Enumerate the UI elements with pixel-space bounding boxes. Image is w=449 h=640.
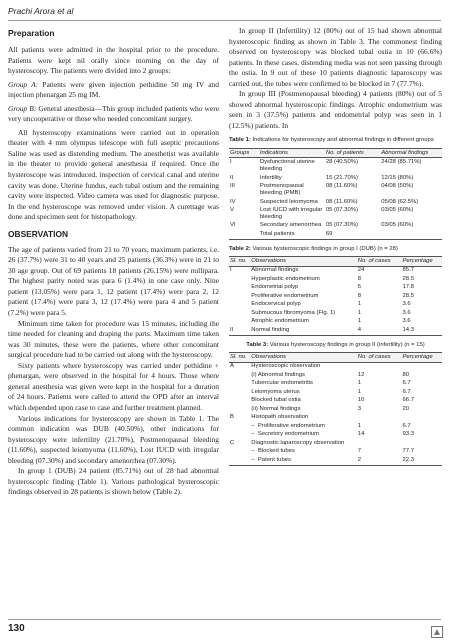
- table-cell: 28 (40.50%): [325, 159, 358, 166]
- table-cell: B: [230, 414, 234, 421]
- table-cell: Blocked tubal ostia: [251, 397, 301, 404]
- table-cell: Secondary amenorrhea: [259, 222, 322, 229]
- table-row: [229, 309, 442, 318]
- table-cell: 3.6: [402, 318, 411, 325]
- table3-header-cell: Percentage: [402, 353, 442, 362]
- table-cell: III: [230, 183, 235, 190]
- table1-header-cell: Indications: [259, 149, 325, 158]
- table-cell: 66.7: [402, 397, 414, 404]
- table-cell: Endocervical polyp: [251, 301, 301, 308]
- table-cell: [357, 414, 402, 423]
- table-row: [229, 397, 442, 406]
- table-cell: [229, 275, 250, 284]
- table-cell: 05 (07.30%): [325, 207, 358, 214]
- table-cell: 24: [357, 267, 365, 274]
- table-cell: [402, 414, 442, 423]
- table-cell: II: [229, 326, 250, 335]
- table3-header-row: [229, 353, 442, 362]
- footer-divider: [8, 619, 441, 620]
- table-cell: 1: [357, 380, 362, 387]
- table-cell: 03/05 (60%): [381, 222, 414, 229]
- group-a-label: Group A:: [8, 79, 39, 89]
- table-cell: 28.5: [402, 275, 414, 282]
- table-cell: [229, 292, 250, 301]
- table-row: [229, 198, 442, 207]
- group-b-paragraph: [8, 104, 219, 125]
- table3-caption-label: Table 3:: [246, 341, 269, 348]
- table-cell: – Blocked tubes: [250, 448, 357, 457]
- table-cell: 17.8: [402, 284, 414, 291]
- table-cell: [229, 301, 250, 310]
- table3-header-cell: No. of cases: [357, 353, 402, 362]
- observation-paragraph-4: Various indications for hysteroscopy are shown in Table 1. The common indication was DUB (40.50%), other indications for hysteroscopy were infertility (21.70%), Postmenopausal bleeding (11.60%), suspected leiomyoma (11.60%), Lost IUCD with irregular bleeding (07.30%) and secondary amenorrhea (07.30%).: [8, 413, 219, 465]
- table-cell: Hyperplastic endometrium: [251, 275, 320, 282]
- table-cell: 12: [357, 371, 365, 378]
- table3-header-cell: Observations: [250, 353, 357, 362]
- table-cell: Total patients: [259, 230, 325, 239]
- group-a-text: Patients were given injection pethidine 50 mg IV and injection phenargan 25 mg IM.: [8, 79, 219, 100]
- table-row: [229, 158, 442, 174]
- table-cell: Atrophic endometrium: [251, 318, 309, 325]
- table1-header-row: [229, 149, 442, 158]
- table-cell: [229, 405, 250, 414]
- table-row: [229, 182, 442, 197]
- table-cell: 6.7: [402, 388, 411, 395]
- observation-paragraph-2: Minimum time taken for procedure was 15 minutes, including the time needed for cleaning and draping the parts. Maximum time taken was 30 minutes, these were the patients, where other concomitant surgical procedure had to be carried out along with the hysteroscopy.: [8, 318, 219, 360]
- table-cell: [402, 439, 442, 448]
- group-b-text: General anesthesia—This group included patients who were very uncooperative or those who needed concomitant surgery.: [8, 103, 219, 124]
- table-cell: Dysfunctional uterine bleeding: [259, 159, 315, 173]
- table-row: [229, 222, 442, 231]
- table-cell: 12/15 (80%): [381, 174, 414, 181]
- table2-header-cell: Percentage: [402, 257, 442, 266]
- table3-header-cell: Sl. no.: [229, 353, 250, 362]
- table-cell: 6.7: [402, 380, 411, 387]
- table-cell: 6.7: [402, 422, 411, 429]
- table-cell: 14: [357, 431, 365, 438]
- table-cell: 04/08 (50%): [381, 183, 414, 190]
- table-row: [229, 284, 442, 293]
- table-cell: [229, 371, 250, 380]
- table-cell: I: [230, 159, 232, 166]
- left-column: [8, 26, 219, 498]
- table-cell: 5: [357, 284, 362, 291]
- table-cell: (i) Abnormal findings: [251, 371, 305, 378]
- table2-header-cell: Observations: [250, 257, 357, 266]
- table-cell: [229, 431, 250, 440]
- table-cell: 3: [357, 405, 362, 412]
- table-cell: [229, 230, 259, 239]
- table-cell: Endometrial polyp: [251, 284, 299, 291]
- table-cell: A: [230, 363, 234, 370]
- right-column: [229, 26, 442, 466]
- table-cell: 8: [357, 292, 362, 299]
- table-cell: 3.6: [402, 301, 411, 308]
- table-cell: Submucous fibromyoma (Fig. 1): [251, 309, 336, 316]
- table-cell: 20: [402, 405, 410, 412]
- table-cell: 8: [357, 275, 362, 282]
- table1: [229, 148, 442, 240]
- table2: [229, 256, 442, 335]
- table-cell: – Proliferative endometrium: [250, 422, 357, 431]
- table1-caption-text: Indications for hysteroscopy and abnormal findings in different groups: [250, 137, 434, 144]
- observation-heading: OBSERVATION: [8, 228, 69, 239]
- table-row: [229, 414, 442, 423]
- preparation-paragraph-1: All patients were admitted in the hospital prior to the procedure. Patients were kept nil orally since morning on the day of hysteroscopy. The patients were divided into 2 groups:: [8, 45, 219, 76]
- table-cell: [229, 309, 250, 318]
- publisher-logo-icon: [431, 626, 443, 638]
- observation-paragraph-5: In group 1 (DUB) 24 patient (85.71%) out of 28 had abnormal hysteroscopic finding (Table 1). Various pathological hysteroscopic findings observed in 28 patients is shown below (Table 2).: [8, 466, 219, 497]
- table-row: [229, 275, 442, 284]
- table-row: [229, 206, 442, 221]
- table-row: [229, 301, 442, 310]
- table-cell: [229, 422, 250, 431]
- table2-caption-label: Table 2:: [229, 245, 251, 252]
- table-cell: 10: [357, 397, 365, 404]
- table-cell: [229, 284, 250, 293]
- table-cell: [229, 380, 250, 389]
- table2-header-cell: Sl. no.: [229, 257, 250, 266]
- table-cell: [229, 397, 250, 406]
- table-cell: Diagnostic laparoscopy observation: [251, 439, 345, 446]
- table2-header-cell: No. of cases: [357, 257, 402, 266]
- table-cell: II: [230, 174, 234, 181]
- table-cell: (ii) Normal findings: [251, 405, 301, 412]
- table-cell: IV: [230, 198, 236, 205]
- table1-header-cell: No. of patients: [325, 149, 380, 158]
- table-cell: Suspected leiomyoma: [259, 198, 318, 205]
- table-cell: 2: [357, 456, 402, 465]
- table-cell: 05 (07.30%): [325, 222, 358, 229]
- table-row: [229, 371, 442, 380]
- right-paragraph-1: In group II (Infertility) 12 (80%) out of 15 had shown abnormal hysteroscopic finding as shown in Table 3. The commonest finding observed on hysteroscopy was blocked tubal ostia in 10 (66.6%) patients. In these cases, distending media was not seen passing through the ostia. In 9 out of these 10 patients diagnostic laparoscopy was carried out, the tubes were confirmed to be blocked in 7 (77.7%).: [229, 26, 442, 88]
- table1-caption: [229, 137, 442, 145]
- table-cell: 08 (11.60%): [325, 183, 358, 190]
- running-header: Prachi Arora et al: [8, 6, 74, 16]
- table-cell: 80: [402, 371, 410, 378]
- table3-caption-text: Various hysteroscopy findings in group II (infertility) (n = 15): [268, 341, 425, 348]
- table-cell: [229, 388, 250, 397]
- table-cell: 4: [357, 326, 402, 335]
- table-cell: 08 (11.60%): [325, 198, 358, 205]
- table-cell: 77.7: [402, 448, 414, 455]
- preparation-paragraph-2: All hysteroscopy examinations were carried out in operation theater with 4 mm olympus telescope with full aseptic precautions Saline was used as distending medium. The anesthetist was available in the theater to provide general anesthesia if required. Once the hysteroscope was introduced, inspection of cervical canal and uterine cavity was done. Uterine fundus, each tubal ostium and the remaining cavity were inspected. Video camera was used for diagnostic purpose. In the end hysteroscope was removed under vision. A curettage was done and specimen sent for histopathology.: [8, 127, 219, 222]
- table-row: [229, 448, 442, 457]
- table-cell: 93.3: [402, 431, 414, 438]
- table3: [229, 352, 442, 465]
- table-cell: 24/28 (85.71%): [381, 159, 422, 166]
- right-paragraph-2: In group III (Postmenopausal bleeding) 4 patients (80%) out of 5 showed abnormal hysteroscopic findings. Atrophic endometrium was seen in 3 (37.5%) patients and endometrial polyp was seen in 1 (12.5%) patients. In: [229, 89, 442, 130]
- table-cell: 69: [325, 230, 380, 239]
- table-row: [229, 326, 442, 335]
- table-row: [229, 230, 442, 239]
- table-cell: 1: [357, 422, 362, 429]
- table-row: [229, 439, 442, 448]
- table-cell: Abnormal findings: [251, 267, 299, 274]
- table-cell: [229, 318, 250, 327]
- table-row: [229, 292, 442, 301]
- table-cell: 1: [357, 318, 362, 325]
- table-cell: 05/08 (62.5%): [381, 198, 419, 205]
- header-divider: [8, 20, 441, 21]
- table-cell: 3.6: [402, 309, 411, 316]
- table-row: [229, 174, 442, 183]
- group-a-paragraph: [8, 80, 219, 101]
- table-cell: 22.3: [402, 456, 442, 465]
- table2-caption: [229, 246, 442, 254]
- table-cell: [357, 439, 402, 448]
- table-row: [229, 388, 442, 397]
- table-cell: Lost IUCD with irregular bleeding: [259, 207, 323, 220]
- table-cell: 03/05 (60%): [381, 207, 414, 214]
- table-cell: I: [230, 267, 232, 274]
- table-cell: 15 (21.70%): [325, 174, 358, 181]
- page-number: 130: [8, 623, 25, 634]
- table2-caption-text: Various hysteroscopic findings in group I (DUB) (n = 28): [250, 245, 398, 252]
- table-cell: Proliferative endometrium: [251, 292, 319, 299]
- table-cell: V: [230, 207, 234, 214]
- table-row: [229, 431, 442, 440]
- table-cell: 1: [357, 388, 362, 395]
- table-row: [229, 266, 442, 275]
- table-cell: Histopath observation: [251, 414, 309, 421]
- table-row: [229, 422, 442, 431]
- table-cell: Normal finding: [250, 326, 357, 335]
- table-cell: [357, 362, 402, 371]
- table1-caption-label: Table 1:: [229, 137, 251, 144]
- table-row: [229, 456, 442, 465]
- table-cell: Tubercular endometritis: [251, 380, 313, 387]
- table-cell: C: [230, 439, 235, 446]
- table-cell: Hysteroscopic observation: [251, 363, 321, 370]
- table-cell: 7: [357, 448, 362, 455]
- table-row: [229, 380, 442, 389]
- table-cell: 1: [357, 309, 362, 316]
- table1-header-cell: Groups: [229, 149, 259, 158]
- table-cell: 14.3: [402, 326, 442, 335]
- table-row: [229, 405, 442, 414]
- table2-header-row: [229, 257, 442, 266]
- table-cell: [380, 230, 442, 239]
- group-b-label: Group B:: [8, 103, 37, 113]
- table-cell: 28.5: [402, 292, 414, 299]
- table-cell: VI: [230, 222, 236, 229]
- table-cell: Leiomyoma uterus: [251, 388, 300, 395]
- observation-paragraph-3: Sixty patients where hysteroscopy was carried under pethidine + phenargan, were observed in the hospital for 4 hours. Those where general anesthesia was given were kept in the hospital for a duration of 24 hours. Patients were called to attend the OPD after an interval which depended upon case to case and further treatment planned.: [8, 360, 219, 412]
- preparation-heading: Preparation: [8, 28, 55, 38]
- table-row: [229, 362, 442, 371]
- table-cell: [229, 456, 250, 465]
- table3-caption: [229, 342, 442, 350]
- table-cell: – Secretory endometrium: [250, 431, 357, 440]
- observation-paragraph-1: The age of patients varied from 21 to 70 years, maximum patients, i.e. 26 (37.7%) were 31 to 40 years and 25 patients (36.3%) were in 21 to 30 age group. Out of 69 patients 18 patients (26.15%) were nullipara. The highest parity noted was para 6 (1.4%) in one case only. Nine patient (13.05%) were para 1, 12 patient (17.4%) were para 2, 12 patient (17.4%) were para 3, 12 (17.4%) were para 4 and 5 patient (7.2%) were para 5.: [8, 244, 219, 318]
- table-cell: [229, 448, 250, 457]
- table-cell: – Patent tubes: [250, 456, 357, 465]
- table-cell: [402, 362, 442, 371]
- table-row: [229, 318, 442, 327]
- table-cell: Postmenopausal bleeding (PMB): [259, 183, 304, 197]
- table-cell: Infertility: [259, 174, 282, 181]
- table1-header-cell: Abnormal findings: [380, 149, 442, 158]
- table-cell: 1: [357, 301, 362, 308]
- table-cell: 85.7: [402, 267, 414, 274]
